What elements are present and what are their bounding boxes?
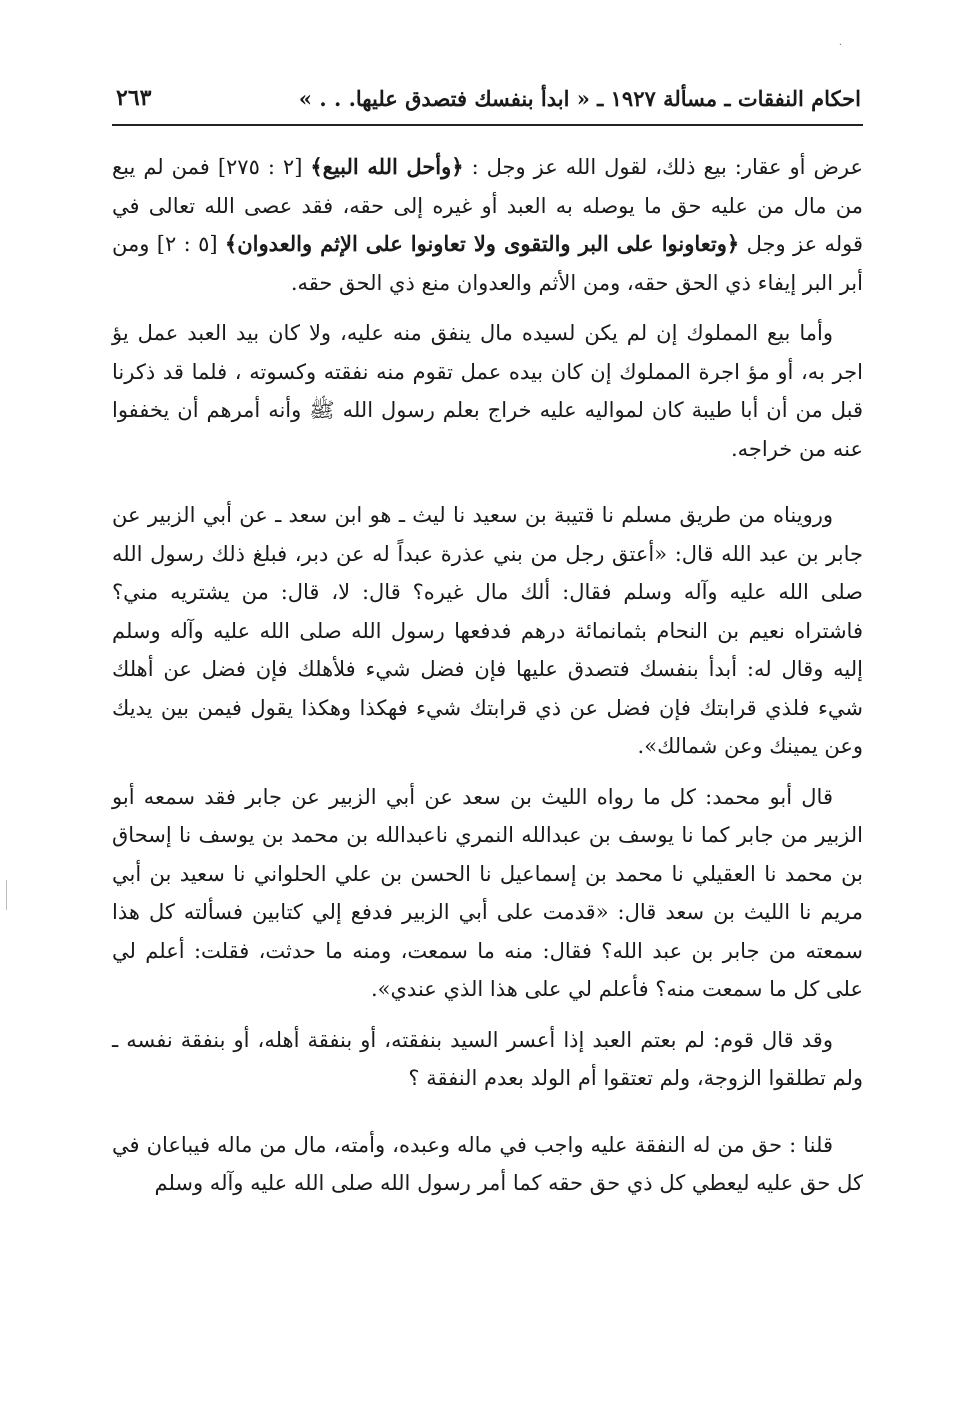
- paragraph: [112, 1021, 863, 1098]
- page-header: [116, 78, 861, 118]
- text-run: [٢ : ٢٧٥] فمن لم يبع من مال من عليه حق ما يوصله به العبد أو غيره إلى حقه، فقد عصى الله تعالى في قوله عز وجل: [112, 155, 864, 256]
- scan-speck: ·: [838, 40, 842, 51]
- paragraph: [112, 1126, 863, 1203]
- running-title: احكام النفقات ـ مسألة ١٩٢٧ ـ « ابدأ بنفسك فتصدق عليها. . . »: [298, 85, 861, 111]
- text-run: ورويناه من طريق مسلم نا قتيبة بن سعيد نا ليث ـ هو ابن سعد ـ عن أبي الزبير عن جابر بن عبد الله قال: «أعتق رجل من بني عذرة عبداً له عن دبر، فبلغ ذلك رسول الله صلى الله عليه وآله وسلم فقال: ألك مال غيره؟ قال: لا، قال: من يشتريه مني؟ فاشتراه نعيم بن النحام بثمانمائة درهم فدفعها رسول الله صلى الله عليه وآله وسلم إليه وقال له: أبدأ بنفسك فتصدق عليها فإن فضل شيء فلأهلك فإن فضل عن أهلك شيء فلذي قرابتك فإن فضل عن ذي قرابتك شيء فهكذا وهكذا يقول فيمن بين يديك وعن يمينك وعن شمالك».: [112, 503, 863, 758]
- quran-verse: ﴿وأحل الله البيع﴾: [310, 154, 464, 179]
- text-run: عرض أو عقار: بيع ذلك، لقول الله عز وجل :: [463, 155, 863, 179]
- text-run: قال أبو محمد: كل ما رواه الليث بن سعد عن أبي الزبير عن جابر فقد سمعه أبو الزبير من جابر كما نا يوسف بن عبدالله النمري ناعبدالله بن محمد بن يوسف نا إسحاق بن محمد نا العقيلي نا محمد بن إسماعيل نا الحسن بن علي الحلواني نا سعيد بن أبي مريم نا الليث بن سعد قال: «قدمت على أبي الزبير فدفع إلي كتابين فسألته كل هذا سمعته من جابر بن عبد الله؟ فقال: منه ما سمعت، ومنه ما حدثت، فقلت: أعلم لي على كل ما سمعت منه؟ فأعلم لي على هذا الذي عندي».: [112, 784, 863, 1001]
- paragraph: [112, 314, 863, 468]
- header-rule: [112, 124, 863, 126]
- quran-verse: ﴿وتعاونوا على البر والتقوى ولا تعاونوا على الإثم والعدوان﴾: [224, 231, 740, 256]
- scan-margin-mark: [6, 880, 7, 910]
- paragraph: [112, 496, 863, 766]
- text-run: وأما بيع المملوك إن لم يكن لسيده مال ينفق منه عليه، ولا كان بيد العبد عمل يؤ اجر به، أو مؤ اجرة المملوك إن كان بيده عمل تقوم منه نفقته وكسوته ، فلما قد ذكرنا قبل من أن أبا طيبة كان لمواليه عليه خراج بعلم رسول الله ﷺ وأنه أمرهم أن يخففوا عنه من خراجه.: [112, 321, 863, 461]
- body-text: [112, 148, 863, 1215]
- paragraph: [112, 148, 863, 302]
- text-run: [٥ : ٢] ومن أبر البر إيفاء ذي الحق حقه، ومن الأثم والعدوان منع ذي الحق حقه.: [112, 232, 863, 295]
- paragraph: [112, 778, 863, 1009]
- text-run: قلنا : حق من له النفقة عليه واجب في ماله وعبده، وأمته، مال من ماله فيباعان في كل حق عليه ليعطي كل ذي حق حقه كما أمر رسول الله صلى الله عليه وآله وسلم: [112, 1132, 863, 1195]
- page-number: ٢٦٣: [116, 85, 152, 111]
- text-run: وقد قال قوم: لم بعتم العبد إذا أعسر السيد بنفقته، أو بنفقة أهله، أو بنفقة نفسه ـ ولم تطلقوا الزوجة، ولم تعتقوا أم الولد بعدم النفقة ؟: [112, 1027, 863, 1090]
